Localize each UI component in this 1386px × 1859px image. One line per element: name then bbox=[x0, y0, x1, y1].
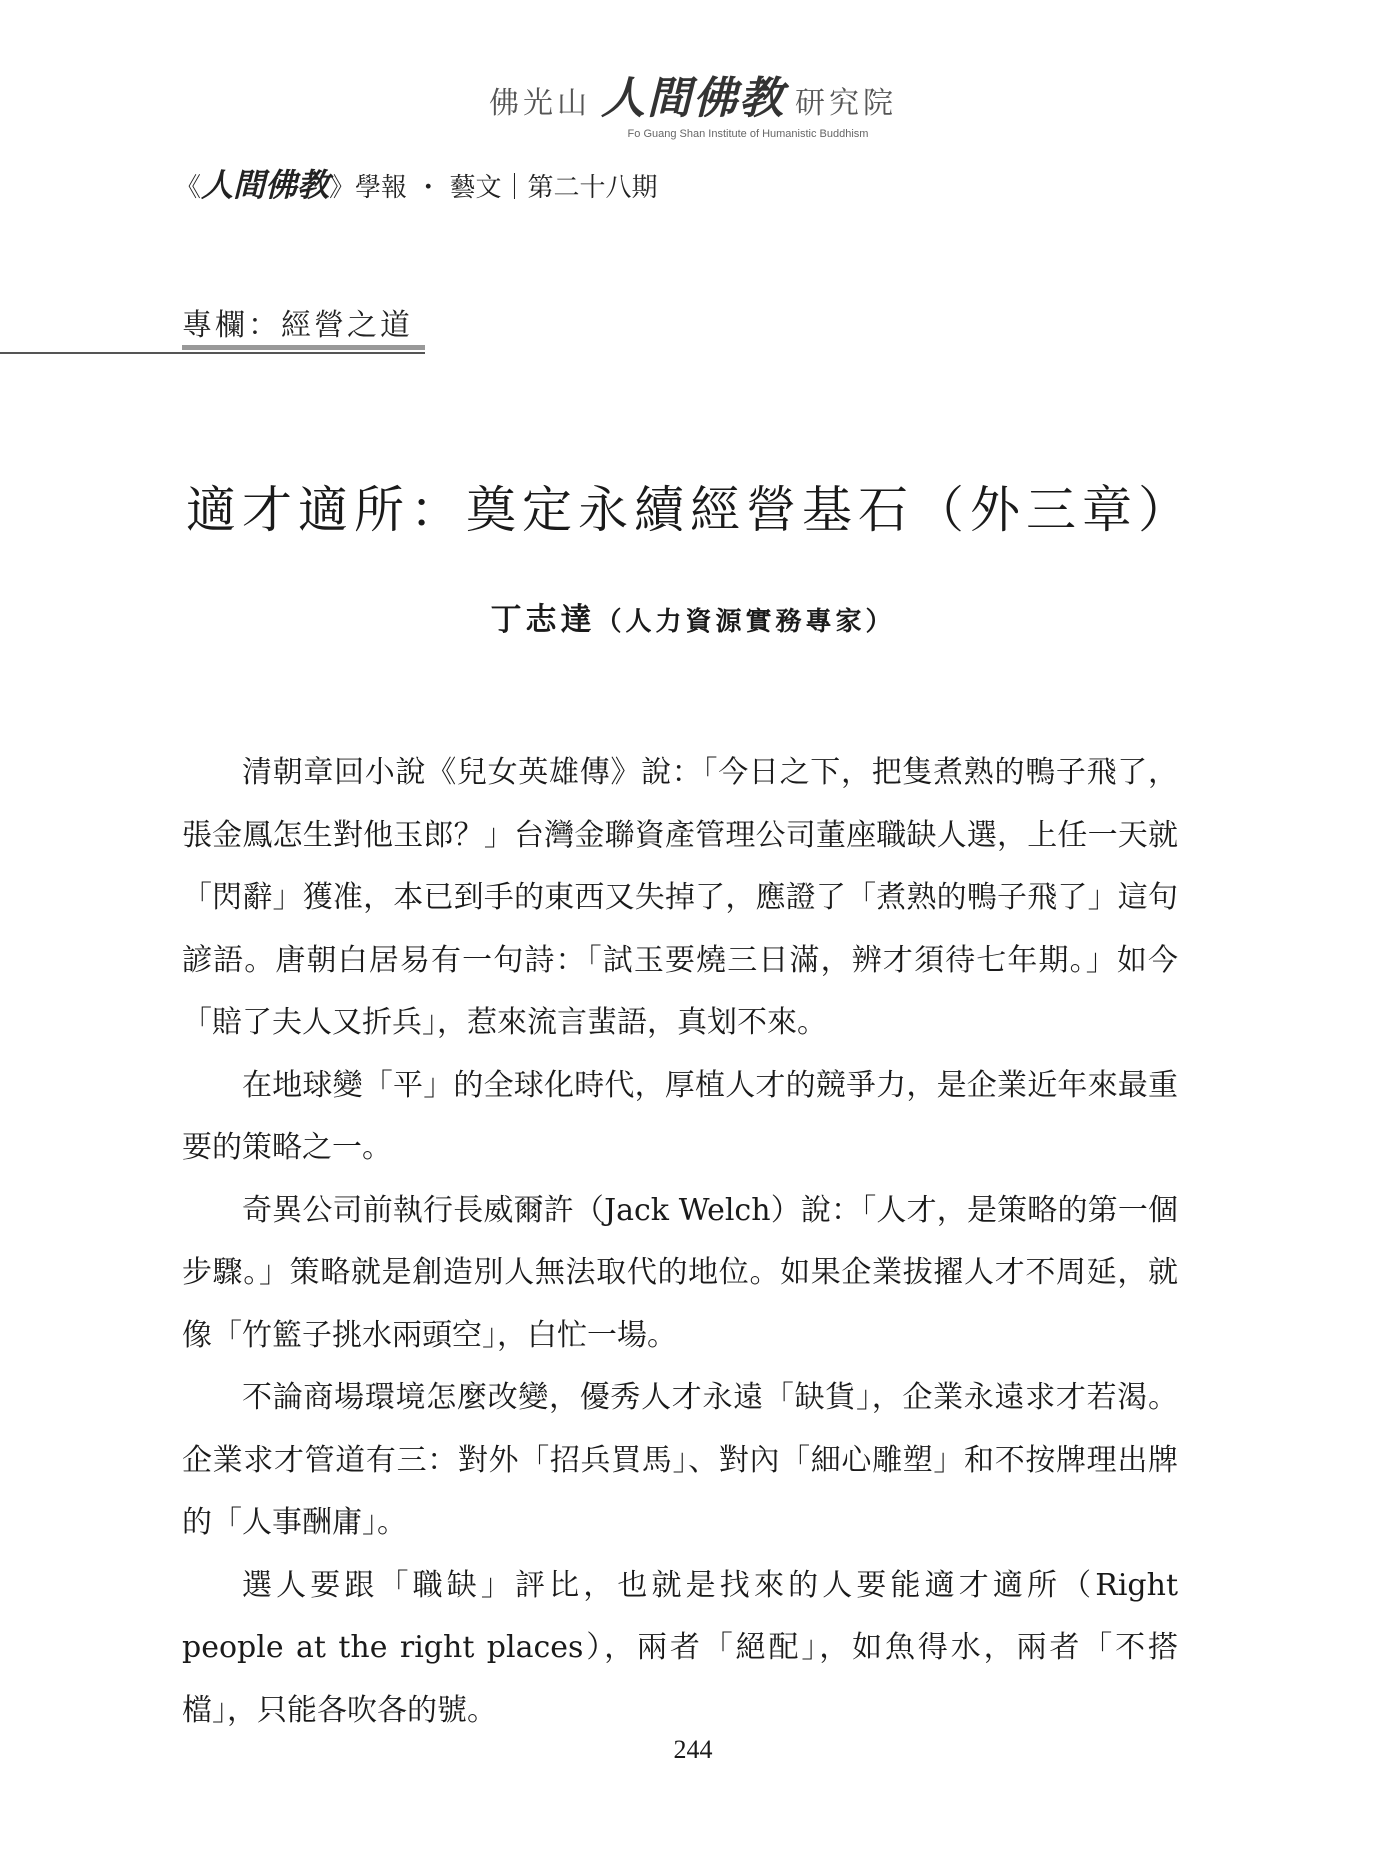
article-title: 適才適所：奠定永續經營基石（外三章） bbox=[186, 481, 1194, 539]
journal-logo: 人間佛教 bbox=[201, 166, 330, 204]
paragraph: 奇異公司前執行長威爾許（Jack Welch）說：「人才，是策略的第一個步驟。」策略就是創造別人無法取代的地位。如果企業拔擢人才不周延，就像「竹籃子挑水兩頭空」，白忙一場。 bbox=[182, 1192, 1178, 1353]
author-name: 丁志達 bbox=[490, 602, 596, 638]
column-label: 專欄：經營之道 bbox=[182, 308, 413, 343]
column-divider bbox=[0, 352, 425, 354]
institute-logo bbox=[0, 62, 1386, 140]
journal-issue: 》學報 ・ 藝文｜第二十八期 bbox=[329, 173, 658, 203]
page-number: 244 bbox=[673, 1735, 713, 1764]
column-underline bbox=[182, 345, 425, 350]
paragraph: 選人要跟「職缺」評比，也就是找來的人要能適才適所（Right people at the right places），兩者「絕配」，如魚得水，兩者「不搭檔」，只能各吹各的號。 bbox=[182, 1567, 1178, 1728]
journal-open-bracket: 《 bbox=[175, 173, 202, 203]
logo-right-text: 研究院 bbox=[795, 86, 897, 121]
journal-header bbox=[175, 160, 658, 206]
paragraph: 不論商場環境怎麼改變，優秀人才永遠「缺貨」，企業永遠求才若渴。企業求才管道有三：對外「招兵買馬」、對內「細心雕塑」和不按牌理出牌的「人事酬庸」。 bbox=[182, 1380, 1178, 1540]
logo-english-subtitle: Fo Guang Shan Institute of Humanistic Buddhism bbox=[627, 128, 869, 140]
paragraph: 在地球變「平」的全球化時代，厚植人才的競爭力，是企業近年來最重要的策略之一。 bbox=[182, 1067, 1178, 1165]
author-role: （人力資源實務專家） bbox=[595, 607, 896, 637]
logo-calligraphy: 人間佛教 bbox=[601, 73, 785, 124]
logo-left-text: 佛光山 bbox=[489, 86, 591, 121]
paragraph: 清朝章回小說《兒女英雄傳》說：「今日之下，把隻煮熟的鴨子飛了，張金鳳怎生對他玉郎？」台灣金聯資產管理公司董座職缺人選，上任一天就「閃辭」獲准，本已到手的東西又失掉了，應證了「煮熟的鴨子飛了」這句諺語。唐朝白居易有一句詩：「試玉要燒三日滿，辨才須待七年期。」如今「賠了夫人又折兵」，惹來流言蜚語，真划不來。 bbox=[182, 755, 1178, 1040]
article-body bbox=[182, 742, 1178, 1742]
article-author bbox=[0, 594, 1386, 639]
